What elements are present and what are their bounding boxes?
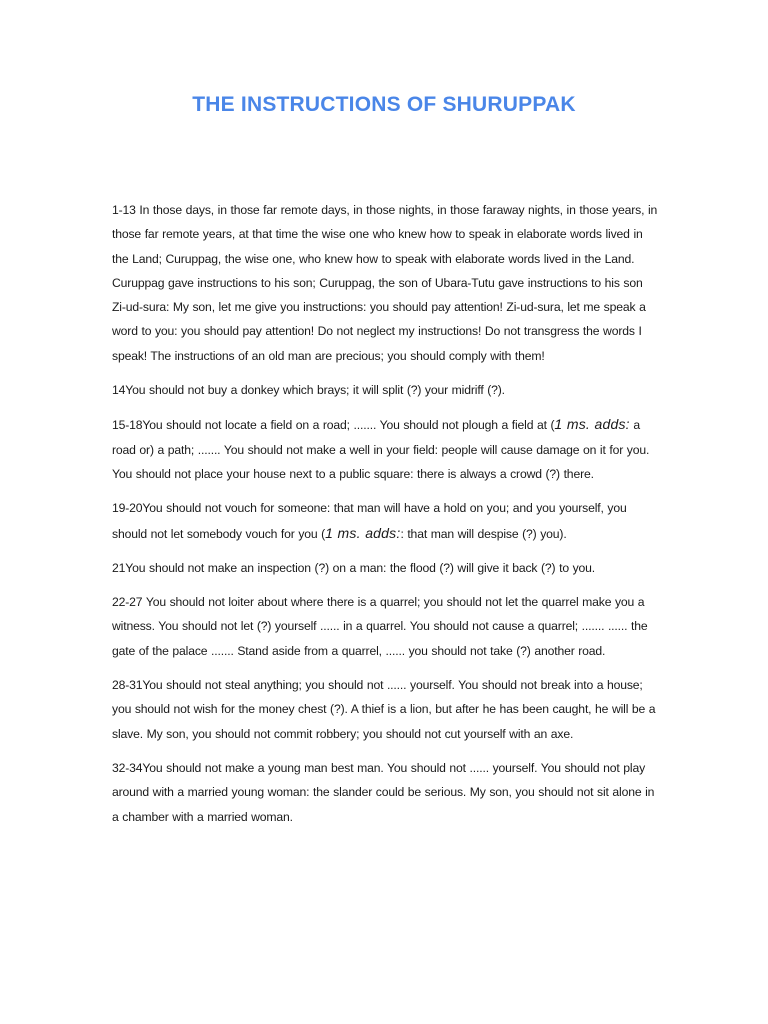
paragraph-19-20 <box>112 496 660 546</box>
paragraph-text: In those days, in those far remote days, in those nights, in those faraway nights, in those years, in those far remote years, at that time the wise one who knew how to speak in elaborate words lived in the Land; Curuppag, the wise one, who knew how to speak with elaborate words lived in the Land. Curuppag gave instructions to his son; Curuppag, the son of Ubara-Tutu gave instructions to his son Zi-ud-sura: My son, let me give you instructions: you should pay attention! Zi-ud-sura, let me speak a word to you: you should pay attention! Do not neglect my instructions! Do not transgress the words I speak! The instructions of an old man are precious; you should comply with them! <box>112 203 658 363</box>
line-number: 32-34 <box>112 760 143 775</box>
line-number: 28-31 <box>112 678 143 693</box>
paragraph-28-31 <box>112 673 660 746</box>
paragraph-15-18 <box>112 412 660 486</box>
line-number: 1-13 <box>112 203 136 217</box>
paragraph-32-34 <box>112 756 660 829</box>
paragraph-text: You should not buy a donkey which brays; it will split (?) your midriff (?). <box>125 383 505 398</box>
paragraph-text: You should not locate a field on a road; ....... You should not plough a field at ( <box>142 418 555 433</box>
paragraph-1-13 <box>112 198 660 368</box>
paragraph-text: You should not loiter about where there is a quarrel; you should not let the quarrel make you a witness. You should not let (?) yourself ...... in a quarrel. You should not cause a quarrel; ....... ...... the gate of the palace ....... Stand aside from a quarrel, ...... you should not take (?) another road. <box>112 595 648 658</box>
line-number: 15-18 <box>112 418 143 433</box>
manuscript-note: 1 ms. adds: <box>554 416 630 433</box>
paragraph-text: You should not vouch for someone: that man will have a hold on you; and you yourself, you should not let somebody vouch for you ( <box>112 501 627 541</box>
page-title: THE INSTRUCTIONS OF SHURUPPAK <box>192 93 576 116</box>
paragraph-text: You should not make an inspection (?) on a man: the flood (?) will give it back (?) to you. <box>125 560 596 575</box>
paragraph-14 <box>112 378 660 402</box>
paragraph-21 <box>112 556 660 580</box>
paragraph-text: a road or) a path; ....... You should not make a well in your field: people will cause damage on it for you. You should not place your house next to a public square: there is always a crowd (?) there. <box>112 418 650 481</box>
paragraph-22-27 <box>112 590 660 663</box>
line-number: 19-20 <box>112 501 143 516</box>
paragraph-text: : that man will despise (?) you). <box>400 526 567 541</box>
paragraph-text: You should not make a young man best man. You should not ...... yourself. You should not play around with a married young woman: the slander could be serious. My son, you should not sit alone in a chamber with a married woman. <box>112 760 655 824</box>
line-number: 14 <box>112 383 126 398</box>
line-number: 22-27 <box>112 595 143 610</box>
paragraph-text: You should not steal anything; you should not ...... yourself. You should not break into a house; you should not wish for the money chest (?). A thief is a lion, but after he has been caught, he will be a slave. My son, you should not commit robbery; you should not cut yourself with an axe. <box>112 678 656 741</box>
line-number: 21 <box>112 560 126 575</box>
manuscript-note: 1 ms. adds: <box>325 524 401 541</box>
document-body <box>112 198 660 839</box>
